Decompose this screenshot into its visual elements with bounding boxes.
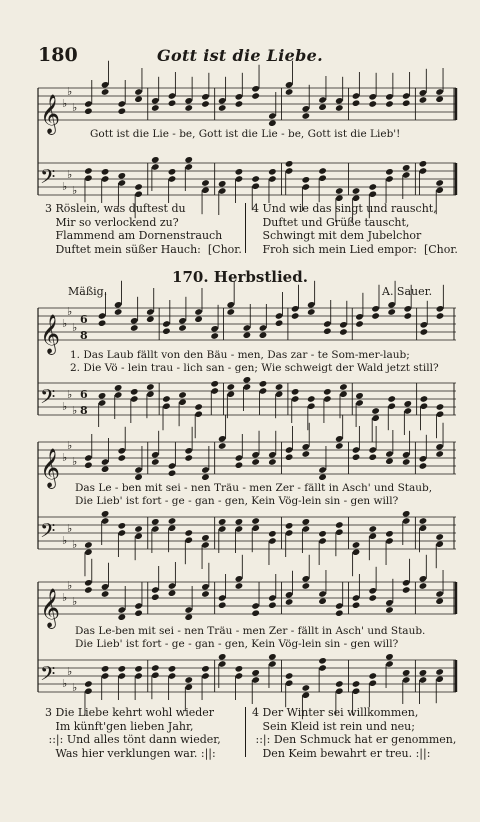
note-head bbox=[184, 613, 193, 621]
note-head bbox=[385, 530, 394, 538]
note-head bbox=[134, 525, 143, 533]
note-head bbox=[435, 95, 444, 103]
flat-icon: ♭ bbox=[62, 677, 68, 690]
verse-divider-2 bbox=[245, 707, 246, 757]
note-head bbox=[218, 180, 227, 188]
note-head bbox=[235, 461, 244, 469]
flat-icon: ♭ bbox=[72, 595, 78, 608]
note-head bbox=[307, 308, 316, 316]
note-head bbox=[285, 672, 294, 680]
note-head bbox=[318, 597, 327, 605]
flat-icon: ♭ bbox=[62, 451, 68, 464]
note-head bbox=[168, 665, 177, 673]
note-head bbox=[302, 684, 311, 692]
flat-icon: ♭ bbox=[67, 305, 73, 318]
note-head bbox=[251, 609, 260, 617]
note-head bbox=[134, 609, 143, 617]
note-head bbox=[226, 383, 235, 391]
note-head bbox=[134, 473, 143, 481]
system3-lyric-2: Die Lieb' ist fort - ge - gan - gen, Kein Vög-lein sin - gen will? bbox=[75, 638, 399, 650]
note-head bbox=[352, 453, 361, 461]
note-head bbox=[101, 88, 110, 96]
note-head bbox=[335, 609, 344, 617]
note-head bbox=[419, 582, 428, 590]
time-signature: 8 bbox=[80, 329, 88, 342]
note-head bbox=[201, 665, 210, 673]
note-head bbox=[285, 522, 294, 530]
note-head bbox=[114, 308, 123, 316]
note-head bbox=[368, 525, 377, 533]
note-head bbox=[285, 160, 294, 168]
note-head bbox=[318, 167, 327, 175]
note-head bbox=[403, 312, 412, 320]
note-head bbox=[178, 324, 187, 332]
flat-icon: ♭ bbox=[67, 388, 73, 401]
running-head: Gott ist die Liebe. bbox=[157, 46, 323, 65]
note-head bbox=[134, 95, 143, 103]
note-head bbox=[368, 453, 377, 461]
note-head bbox=[235, 100, 244, 108]
note-head bbox=[419, 462, 428, 470]
note-head bbox=[134, 183, 143, 191]
note-head bbox=[285, 453, 294, 461]
note-head bbox=[151, 593, 160, 601]
note-head bbox=[387, 395, 396, 403]
note-head bbox=[235, 168, 244, 176]
treble-clef-icon: 𝄞 bbox=[40, 314, 61, 354]
note-head bbox=[435, 450, 444, 458]
verse-4: 4 Der Winter sei willkommen, Sein Kleid ist rein und neu; ::|: Den Schmuck hat er genommen, Den Keim bewahrt er treu. :||: bbox=[252, 706, 457, 760]
note-head bbox=[243, 331, 252, 339]
note-head bbox=[259, 380, 268, 388]
note-head bbox=[335, 104, 344, 112]
hymn-title: 170. Herbstlied. bbox=[172, 268, 308, 286]
note-head bbox=[435, 668, 444, 676]
note-head bbox=[302, 176, 311, 184]
flat-icon: ♭ bbox=[67, 85, 73, 98]
flat-icon: ♭ bbox=[62, 534, 68, 547]
treble-clef-icon: 𝄞 bbox=[40, 94, 61, 134]
note-head bbox=[184, 156, 193, 164]
note-head bbox=[402, 458, 411, 466]
note-head bbox=[268, 168, 277, 176]
flat-icon: ♭ bbox=[72, 184, 78, 197]
note-head bbox=[323, 327, 332, 335]
note-head bbox=[371, 407, 380, 415]
note-head bbox=[302, 518, 311, 526]
flat-icon: ♭ bbox=[62, 97, 68, 110]
note-head bbox=[146, 315, 155, 323]
note-head bbox=[184, 104, 193, 112]
note-head bbox=[291, 312, 300, 320]
note-head bbox=[419, 160, 428, 168]
note-head bbox=[118, 613, 127, 621]
verse-divider bbox=[245, 203, 246, 253]
note-head bbox=[419, 96, 428, 104]
note-head bbox=[368, 672, 377, 680]
note-head bbox=[118, 665, 127, 673]
note-head bbox=[226, 308, 235, 316]
note-head bbox=[268, 119, 277, 127]
note-head bbox=[118, 107, 127, 115]
note-head bbox=[419, 669, 428, 677]
note-head bbox=[130, 324, 139, 332]
note-head bbox=[243, 376, 252, 384]
note-head bbox=[84, 541, 93, 549]
note-head bbox=[268, 458, 277, 466]
note-head bbox=[385, 457, 394, 465]
note-head bbox=[201, 473, 210, 481]
note-head bbox=[118, 454, 127, 462]
treble-clef-icon: 𝄞 bbox=[40, 448, 61, 488]
note-head bbox=[130, 388, 139, 396]
bass-clef-icon: 𝄢 bbox=[40, 385, 56, 413]
note-head bbox=[101, 590, 110, 598]
note-head bbox=[268, 653, 277, 661]
note-head bbox=[436, 312, 445, 320]
note-head bbox=[323, 388, 332, 396]
note-head bbox=[168, 517, 177, 525]
flat-icon: ♭ bbox=[62, 400, 68, 413]
note-head bbox=[84, 107, 93, 115]
note-head bbox=[402, 99, 411, 107]
note-head bbox=[235, 582, 244, 590]
bass-clef-icon: 𝄢 bbox=[40, 662, 56, 690]
note-head bbox=[402, 669, 411, 677]
note-head bbox=[151, 458, 160, 466]
note-head bbox=[420, 328, 429, 336]
note-head bbox=[335, 187, 344, 195]
note-head bbox=[385, 606, 394, 614]
note-head bbox=[235, 665, 244, 673]
note-head bbox=[118, 172, 127, 180]
note-head bbox=[201, 534, 210, 542]
note-head bbox=[151, 664, 160, 672]
note-head bbox=[275, 383, 284, 391]
prev-refrain-lyric: Gott ist die Lie - be, Gott ist die Lie - be, Gott ist die Lieb'! bbox=[90, 128, 401, 140]
note-head bbox=[385, 653, 394, 661]
note-head bbox=[251, 458, 260, 466]
note-head bbox=[371, 312, 380, 320]
note-head bbox=[352, 680, 361, 688]
note-head bbox=[318, 530, 327, 538]
note-head bbox=[178, 391, 187, 399]
note-head bbox=[235, 518, 244, 526]
note-head bbox=[251, 175, 260, 183]
note-head bbox=[118, 522, 127, 530]
note-head bbox=[218, 601, 227, 609]
note-head bbox=[251, 92, 260, 100]
note-head bbox=[162, 395, 171, 403]
note-head bbox=[259, 331, 268, 339]
composer: A. Sauer. bbox=[382, 285, 433, 298]
note-head bbox=[435, 533, 444, 541]
note-head bbox=[201, 590, 210, 598]
note-head bbox=[218, 518, 227, 526]
note-head bbox=[201, 100, 210, 108]
flat-icon: ♭ bbox=[72, 321, 78, 334]
flat-icon: ♭ bbox=[67, 522, 73, 535]
note-head bbox=[84, 167, 93, 175]
system2-lyric-1: Das Le - ben mit sei - nen Träu - men Zer - fällt in Asch' und Staub, bbox=[75, 482, 433, 494]
note-head bbox=[385, 100, 394, 108]
note-head bbox=[420, 395, 429, 403]
system3-lyric-1: Das Le-ben mit sei - nen Träu - men Zer - fällt in Asch' und Staub. bbox=[75, 625, 426, 637]
note-head bbox=[210, 380, 219, 388]
flat-icon: ♭ bbox=[62, 317, 68, 330]
time-signature: 8 bbox=[80, 404, 88, 417]
note-head bbox=[134, 665, 143, 673]
note-head bbox=[101, 465, 110, 473]
note-head bbox=[168, 168, 177, 176]
flat-icon: ♭ bbox=[72, 101, 78, 114]
note-head bbox=[151, 518, 160, 526]
prev-verse-3: 3 Röslein, was duftest du Mir so verlockend zu? Flammend am Dornenstrauch Duftet mein süßer Hauch: [Chor. bbox=[45, 202, 242, 256]
flat-icon: ♭ bbox=[62, 180, 68, 193]
note-head bbox=[302, 112, 311, 120]
system1-lyric-2: 2. Die Vö - lein trau - lich san - gen; Wie schweigt der Wald jetzt still? bbox=[70, 362, 439, 374]
flat-icon: ♭ bbox=[72, 538, 78, 551]
note-head bbox=[385, 168, 394, 176]
note-head bbox=[210, 332, 219, 340]
note-head bbox=[435, 597, 444, 605]
note-head bbox=[368, 183, 377, 191]
note-head bbox=[402, 586, 411, 594]
note-head bbox=[302, 582, 311, 590]
bass-clef-icon: 𝄢 bbox=[40, 519, 56, 547]
note-head bbox=[335, 442, 344, 450]
note-head bbox=[194, 315, 203, 323]
note-head bbox=[302, 450, 311, 458]
note-head bbox=[162, 327, 171, 335]
page-number: 180 bbox=[38, 44, 78, 66]
note-head bbox=[318, 103, 327, 111]
flat-icon: ♭ bbox=[72, 404, 78, 417]
note-head bbox=[218, 442, 227, 450]
note-head bbox=[201, 179, 210, 187]
note-head bbox=[268, 601, 277, 609]
note-head bbox=[402, 510, 411, 518]
note-head bbox=[98, 319, 107, 327]
flat-icon: ♭ bbox=[72, 681, 78, 694]
note-head bbox=[355, 320, 364, 328]
note-head bbox=[402, 164, 411, 172]
note-head bbox=[352, 541, 361, 549]
note-head bbox=[98, 392, 107, 400]
note-head bbox=[387, 308, 396, 316]
note-head bbox=[251, 669, 260, 677]
note-head bbox=[435, 179, 444, 187]
treble-clef-icon: 𝄞 bbox=[40, 588, 61, 628]
note-head bbox=[275, 319, 284, 327]
note-head bbox=[403, 400, 412, 408]
note-head bbox=[335, 680, 344, 688]
note-head bbox=[151, 156, 160, 164]
note-head bbox=[84, 461, 93, 469]
note-head bbox=[339, 328, 348, 336]
flat-icon: ♭ bbox=[67, 168, 73, 181]
flat-icon: ♭ bbox=[67, 439, 73, 452]
note-head bbox=[355, 392, 364, 400]
note-head bbox=[101, 665, 110, 673]
note-head bbox=[285, 88, 294, 96]
note-head bbox=[352, 187, 361, 195]
tempo-marking: Mäßig. bbox=[68, 285, 108, 298]
note-head bbox=[114, 384, 123, 392]
note-head bbox=[307, 395, 316, 403]
note-head bbox=[101, 510, 110, 518]
note-head bbox=[151, 104, 160, 112]
prev-verse-4: 4 Und wie das singt und rauscht, Duftet und Grüße tauscht, Schwingt mit dem Jubelchor Froh sich mein Lied empor: [Chor. bbox=[252, 202, 458, 256]
note-head bbox=[84, 586, 93, 594]
note-head bbox=[318, 473, 327, 481]
note-head bbox=[368, 594, 377, 602]
note-head bbox=[436, 403, 445, 411]
verse-3: 3 Die Liebe kehrt wohl wieder Im künft'gen lieben Jahr, ::|: Und alles tönt dann wieder, Was hier verklungen war. :||: bbox=[45, 706, 221, 760]
note-head bbox=[168, 589, 177, 597]
note-head bbox=[251, 517, 260, 525]
note-head bbox=[146, 383, 155, 391]
note-head bbox=[368, 100, 377, 108]
note-head bbox=[184, 529, 193, 537]
note-head bbox=[339, 383, 348, 391]
note-head bbox=[218, 653, 227, 661]
note-head bbox=[101, 168, 110, 176]
note-head bbox=[335, 521, 344, 529]
note-head bbox=[184, 676, 193, 684]
flat-icon: ♭ bbox=[62, 591, 68, 604]
note-head bbox=[285, 598, 294, 606]
note-head bbox=[184, 454, 193, 462]
time-signature: 6 bbox=[80, 388, 88, 401]
flat-icon: ♭ bbox=[67, 665, 73, 678]
system2-lyric-2: Die Lieb' ist fort - ge - gan - gen, Kein Vög-lein sin - gen will? bbox=[75, 495, 399, 507]
note-head bbox=[318, 657, 327, 665]
note-head bbox=[218, 104, 227, 112]
note-head bbox=[268, 530, 277, 538]
time-signature: 6 bbox=[80, 313, 88, 326]
note-head bbox=[291, 388, 300, 396]
flat-icon: ♭ bbox=[72, 455, 78, 468]
note-head bbox=[84, 680, 93, 688]
flat-icon: ♭ bbox=[67, 579, 73, 592]
note-head bbox=[168, 469, 177, 477]
note-head bbox=[352, 601, 361, 609]
bass-clef-icon: 𝄢 bbox=[40, 165, 56, 193]
note-head bbox=[419, 517, 428, 525]
note-head bbox=[168, 99, 177, 107]
note-head bbox=[194, 403, 203, 411]
system1-lyric-1: 1. Das Laub fällt von den Bäu - men, Das zar - te Som-mer-laub; bbox=[70, 349, 410, 361]
note-head bbox=[352, 99, 361, 107]
